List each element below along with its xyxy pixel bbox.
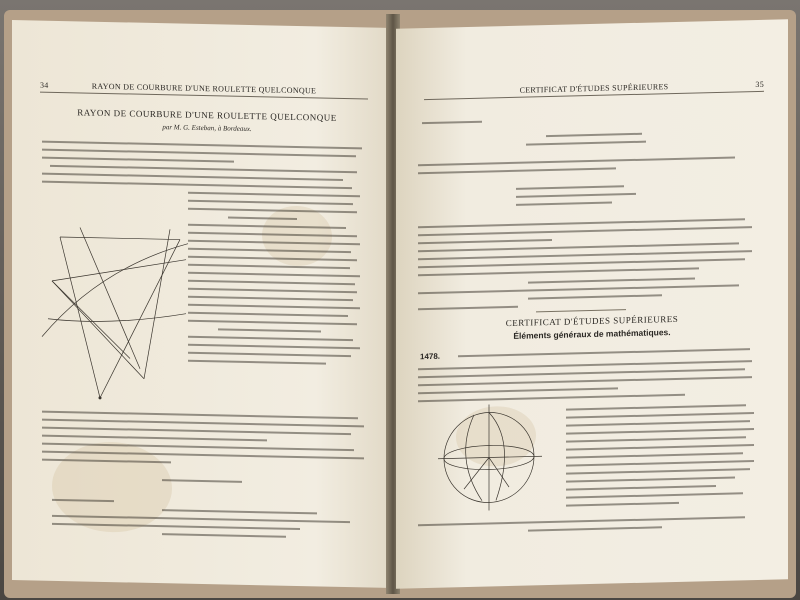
left-formula bbox=[162, 479, 242, 489]
right-closing-lines bbox=[418, 516, 752, 540]
left-running-header bbox=[40, 81, 368, 100]
right-header-title: CERTIFICAT D'ÉTUDES SUPÉRIEURES bbox=[519, 82, 669, 95]
left-bottom-lines bbox=[52, 499, 362, 545]
left-lower-paragraph bbox=[42, 411, 364, 474]
left-byline: par M. G. Esteban, à Bordeaux. bbox=[162, 123, 252, 134]
center-point bbox=[99, 396, 102, 399]
right-intro-line bbox=[422, 121, 482, 130]
right-paragraph-2 bbox=[418, 218, 752, 282]
left-page-number: 34 bbox=[40, 80, 49, 90]
construction-line bbox=[60, 237, 180, 240]
construction-line bbox=[80, 227, 140, 368]
construction-line bbox=[52, 281, 144, 379]
base-curve bbox=[42, 241, 188, 340]
right-paragraph-1 bbox=[418, 156, 748, 180]
normal-line bbox=[100, 238, 180, 400]
sphere-figure bbox=[434, 401, 544, 514]
left-side-paragraph bbox=[188, 192, 360, 372]
rolling-curve bbox=[48, 311, 186, 324]
sphere-explanation bbox=[566, 404, 754, 513]
construction-line bbox=[52, 257, 186, 284]
problem-statement-cont bbox=[418, 360, 752, 408]
left-intro-paragraph bbox=[42, 141, 362, 196]
radius-line bbox=[489, 457, 509, 487]
right-page bbox=[396, 19, 788, 589]
right-formula-block bbox=[526, 133, 646, 152]
right-section-title: CERTIFICAT D'ÉTUDES SUPÉRIEURES bbox=[505, 313, 679, 329]
meridian-arc bbox=[489, 412, 505, 500]
right-page-number: 35 bbox=[755, 79, 764, 90]
construction-line bbox=[144, 229, 170, 380]
right-formula-r bbox=[516, 185, 636, 212]
left-article-title: RAYON DE COURBURE D'UNE ROULETTE QUELCONQUE bbox=[77, 107, 337, 123]
right-subsection-title: Éléments généraux de mathématiques. bbox=[513, 327, 671, 341]
roulette-construction-figure bbox=[40, 207, 190, 410]
left-header-title: RAYON DE COURBURE D'UNE ROULETTE QUELCONQUE bbox=[91, 81, 317, 96]
construction-line bbox=[52, 281, 130, 359]
radius-line bbox=[464, 458, 489, 490]
problem-number: 1478. bbox=[420, 351, 441, 362]
left-page bbox=[12, 20, 392, 588]
right-running-header bbox=[424, 80, 764, 100]
